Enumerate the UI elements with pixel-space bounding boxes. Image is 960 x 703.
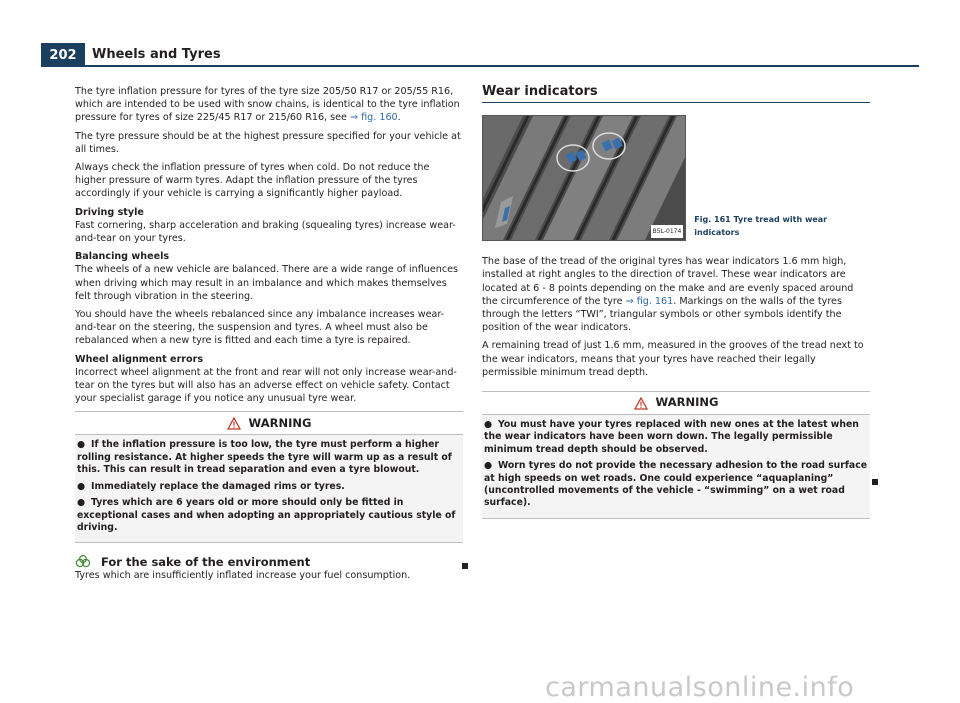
- environment-title: For the sake of the environment: [101, 554, 311, 569]
- warning-item: ● Tyres which are 6 years old or more should only be fitted in exceptional cases and when adopting an appropriately cautious style of driving.: [77, 497, 456, 533]
- balancing-text-1: The wheels of a new vehicle are balanced. There are a wide range of influences when driving which may result in an imbalance and which makes themselves felt through vibration in the steering.: [75, 264, 459, 302]
- warning-box-left: [75, 411, 463, 543]
- balancing-heading: Balancing wheels: [75, 251, 170, 263]
- chapter-title: Wheels and Tyres: [92, 47, 221, 62]
- tyre-tread-image: [482, 115, 686, 241]
- warning-item: ● You must have your tyres replaced with new ones at the latest when the wear indicators have been worn down. The legally permissible minimum tread depth should be observed.: [484, 419, 859, 455]
- figure-code: B5L-0174: [651, 225, 684, 238]
- figure-caption: Fig. 161 Tyre tread with wear indicators: [694, 214, 828, 237]
- section-end-mark: [872, 479, 878, 485]
- warning-icon: [634, 397, 648, 410]
- warning-item-text: If the inflation pressure is too low, the tyre must perform a higher rolling resistance. At higher speeds the tyre will warm up as a result of this. This can result in tread separation and even a tyre blowout.: [77, 439, 452, 476]
- watermark: carmanualsonline.info: [545, 672, 855, 703]
- warning-icon: [227, 417, 241, 430]
- warning-item: ● Immediately replace the damaged rims or tyres.: [77, 480, 345, 492]
- paragraph-text: . Markings on the walls of the tyres through the letters “TWI”, triangular symbols or other symbols identify the position of the wear indicators.: [482, 295, 842, 334]
- paragraph-end: .: [397, 112, 401, 124]
- left-column: [75, 85, 463, 588]
- balancing-text-2: You should have the wheels rebalanced since any imbalance increases wear-and-tear on the steering, the suspension and tyres. A wheel must also be rebalanced when a new tyre is fitted and each time a tyre is repaired.: [75, 309, 445, 347]
- warning-header: [75, 412, 463, 435]
- alignment-text: Incorrect wheel alignment at the front and rear will not only increase wear-and-tear on the tyres but will also has an adverse effect on vehicle safety. Contact your specialist garage if you notice any unusual tyre wear.: [75, 366, 457, 405]
- environment-icon: [75, 555, 91, 569]
- right-column: [482, 85, 870, 519]
- warning-header: [482, 392, 870, 415]
- warning-body: [75, 435, 463, 542]
- driving-style-text: Fast cornering, sharp acceleration and braking (squealing tyres) increase wear-and-tear on your tyres.: [75, 219, 456, 245]
- paragraph-wear-indicators: [482, 255, 870, 334]
- warning-title: WARNING: [248, 415, 312, 430]
- page-number: 202: [41, 43, 85, 67]
- figure-160-link[interactable]: ⇒ fig. 160: [350, 112, 398, 124]
- header-rule: [85, 65, 919, 67]
- paragraph-text: The base of the tread of the original tyres has wear indicators 1.6 mm high, installed at right angles to the direction of travel. These wear indicators are located at 6 - 8 points depending on the make and are evenly spaced around the circumference of the tyre: [482, 256, 854, 307]
- warning-item-text: Worn tyres do not provide the necessary adhesion to the road surface at high speeds on wet roads. One could experience “aquaplaning” (uncontrolled movements of the vehicle - “swimming” on a wet road surface).: [484, 460, 868, 509]
- figure-161-link[interactable]: ⇒ fig. 161: [625, 295, 674, 307]
- figure-row: [482, 115, 870, 241]
- section-end-mark: [462, 563, 468, 569]
- paragraph-highest-pressure: The tyre pressure should be at the highest pressure specified for your vehicle at all times.: [75, 130, 461, 155]
- paragraph-remaining-tread: A remaining tread of just 1.6 mm, measured in the grooves of the tread next to the wear indicators, means that your tyres have reached their legally permissible minimum tread depth.: [482, 340, 864, 378]
- environment-text: Tyres which are insufficiently inflated increase your fuel consumption.: [75, 570, 411, 582]
- page-header: [41, 43, 919, 67]
- warning-box-right: [482, 391, 870, 519]
- warning-item: ● If the inflation pressure is too low, the tyre must perform a higher rolling resistance. At higher speeds the tyre will warm up as a result of this. This can result in tread separation and even a tyre blowout.: [77, 439, 452, 476]
- paragraph-check-cold: Always check the inflation pressure of tyres when cold. Do not reduce the higher pressure of warm tyres. Adapt the inflation pressure of the tyres accordingly if your vehicle is carrying a significantly higher payload.: [75, 162, 430, 200]
- section-title: Wear indicators: [482, 85, 870, 103]
- driving-style-heading: Driving style: [75, 206, 144, 218]
- warning-title: WARNING: [655, 395, 719, 410]
- warning-item-text: You must have your tyres replaced with new ones at the latest when the wear indicators have been worn down. The legally permissible minimum tread depth should be observed.: [484, 419, 859, 455]
- environment-heading: [75, 555, 463, 569]
- warning-item: ● Worn tyres do not provide the necessary adhesion to the road surface at high speeds on wet roads. One could experience “aquaplaning” (uncontrolled movements of the vehicle - “swimming” on a wet road surface).: [484, 460, 868, 509]
- warning-item-text: Tyres which are 6 years old or more should only be fitted in exceptional cases and when adopting an appropriately cautious style of driving.: [77, 497, 456, 533]
- warning-item-text: Immediately replace the damaged rims or tyres.: [91, 480, 345, 492]
- tyre-tread-illustration: [483, 116, 686, 240]
- paragraph-text: The tyre inflation pressure for tyres of the tyre size 205/50 R17 or 205/55 R16, which are intended to be used with snow chains, is identical to the tyre inflation pressure for tyres of size 225/45 R17 or 215/60 R16, see: [75, 86, 460, 124]
- paragraph-inflation-snow-chains: [75, 85, 463, 125]
- alignment-heading: Wheel alignment errors: [75, 353, 204, 365]
- warning-body: [482, 415, 870, 518]
